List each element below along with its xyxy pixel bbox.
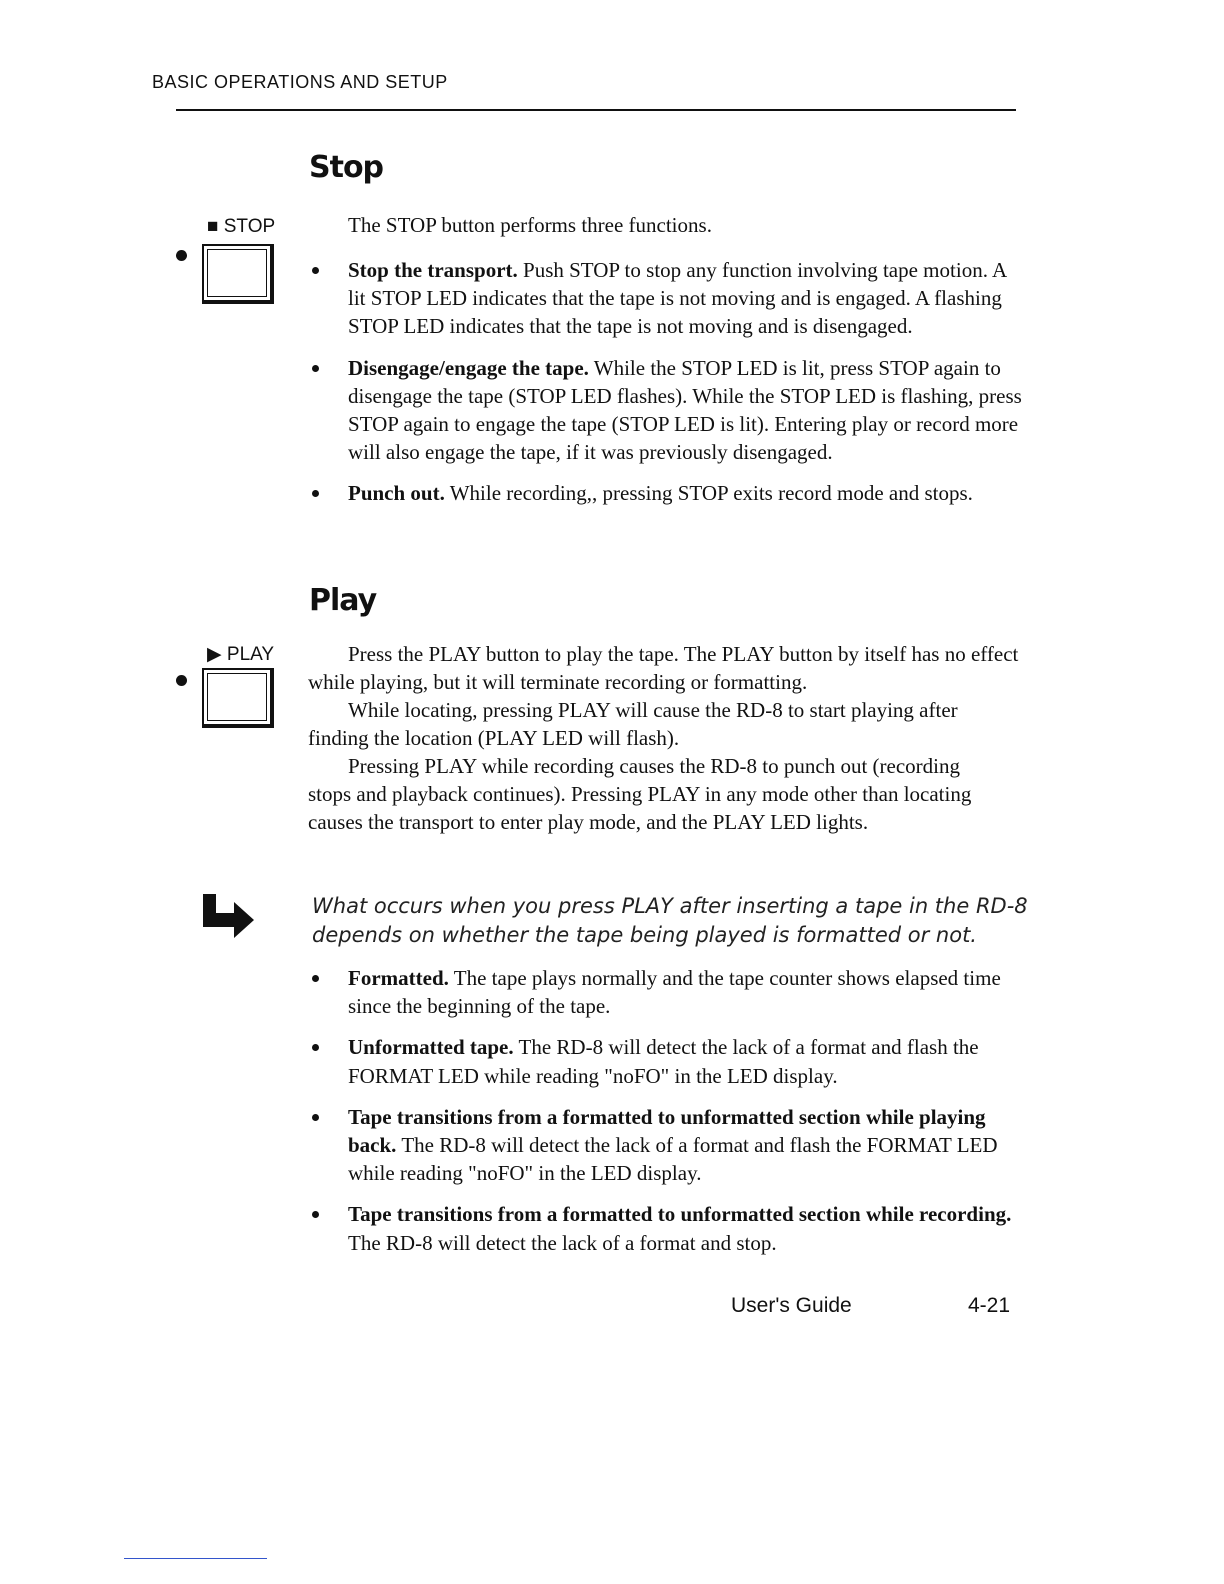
list-item [312,256,1022,341]
bullet-term: Unformatted tape. [348,1035,514,1060]
play-paragraph-2: While locating, pressing PLAY will cause the RD-8 to start playing after finding the location (PLAY LED will flash). [308,698,958,751]
bullet-term: Disengage/engage the tape. [348,355,589,380]
stop-bullet-list [312,256,1022,521]
bullet-text: Push STOP to stop any function involving tape motion. A lit STOP LED indicates that the tape is not moving and is engaged. A flashing STOP LED indicates that the tape is not moving and is disengaged. [348,258,1007,339]
bullet-icon [312,975,319,982]
play-led-icon [176,675,187,686]
play-button-icon [202,668,274,728]
stop-heading: Stop [309,150,384,185]
note-text: What occurs when you press PLAY after inserting a tape in the RD-8 depends on whether the tape being played is formatted or not. [312,894,1028,947]
bullet-icon [312,365,319,372]
bullet-term: Tape transitions from a formatted to unformatted section while recording. [348,1202,1012,1227]
bullet-icon [312,267,319,274]
bullet-term: Tape transitions from a formatted to unformatted section while playing back. [348,1104,986,1158]
running-header-text: BASIC OPERATIONS AND SETUP [152,72,448,92]
bullet-text: While recording,, pressing STOP exits record mode and stops. [449,481,973,506]
play-paragraph-3: Pressing PLAY while recording causes the RD-8 to punch out (recording stops and playback continues). Pressing PLAY in any mode other than locating causes the transport to enter play mode, and the PLAY LED lights. [308,754,972,835]
bullet-term: Punch out. [348,481,445,506]
page-number: 4-21 [968,1294,1011,1317]
bullet-text: The RD-8 will detect the lack of a format and flash the FORMAT LED while reading "noFO" in the LED display. [348,1035,979,1088]
bullet-term: Stop the transport. [348,258,518,282]
list-item [312,354,1022,467]
list-item [312,479,1022,507]
list-item [312,964,1022,1020]
list-item [312,1033,1022,1089]
footer-title: User's Guide [731,1294,852,1317]
bullet-icon [312,1114,319,1121]
header-rule [176,109,1016,111]
bullet-icon [312,1211,319,1218]
bullet-text: The RD-8 will detect the lack of a format and stop. [348,1230,777,1255]
play-button-label: ▶ PLAY [207,644,275,665]
bullet-text: While the STOP LED is lit, press STOP again to disengage the tape (STOP LED flashes). While the STOP LED is flashing, press STOP again to engage the tape (STOP LED is lit). Entering play or record more will also engage the tape, if it was previously disengaged. [348,355,1022,465]
bullet-term: Formatted. [348,966,449,990]
bullet-icon [312,490,319,497]
bottom-rule [124,1558,267,1559]
play-paragraph-1: Press the PLAY button to play the tape. The PLAY button by itself has no effect while playing, but it will terminate recording or formatting. [308,642,1019,695]
bullet-icon [312,1044,319,1051]
list-item [312,1200,1022,1256]
bullet-text: The RD-8 will detect the lack of a format and flash the FORMAT LED while reading "noFO" in the LED display. [348,1133,998,1186]
play-bullet-list [312,964,1022,1270]
list-item [312,1103,1022,1188]
running-header [152,72,448,93]
bullet-text: The tape plays normally and the tape counter shows elapsed time since the beginning of the tape. [348,966,1001,1019]
stop-button-label: ■ STOP [207,216,276,237]
arrow-turn-icon [200,893,256,941]
stop-button-icon [202,244,274,304]
stop-intro: The STOP button performs three functions. [348,213,712,237]
stop-led-icon [176,250,187,261]
play-heading: Play [309,583,377,618]
